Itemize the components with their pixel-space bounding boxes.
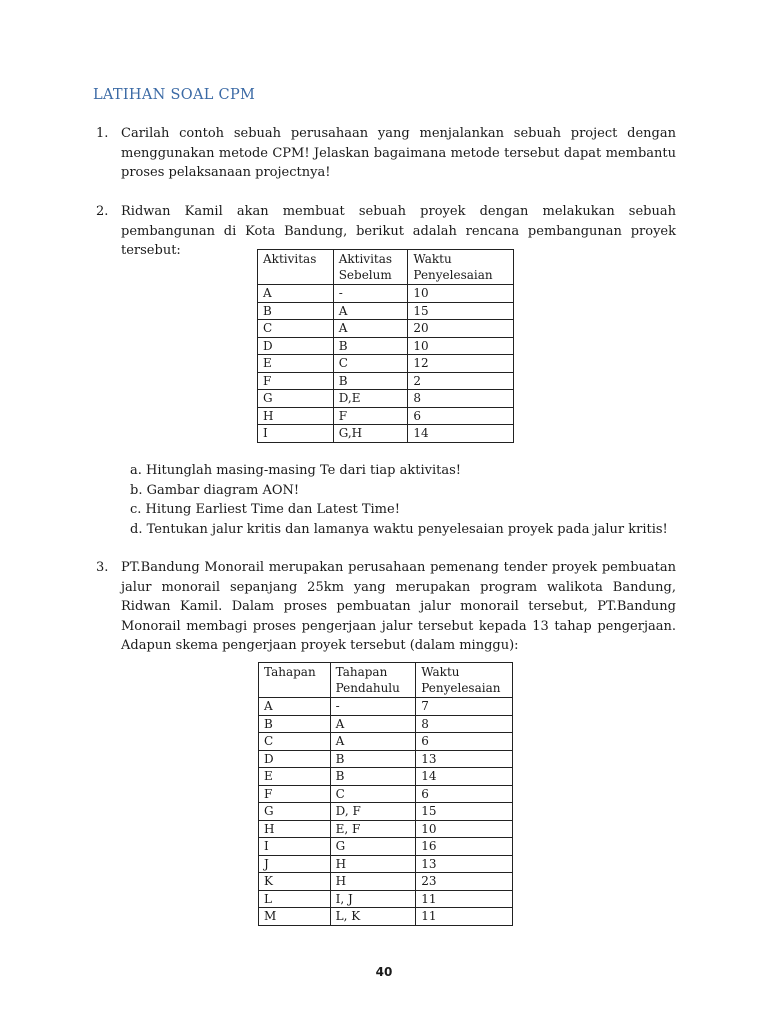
question-number: 2. <box>96 204 109 219</box>
activity-table <box>257 249 514 443</box>
table-cell: 11 <box>416 908 513 926</box>
table-cell: A <box>258 285 334 303</box>
table-header-row <box>258 250 514 285</box>
table-cell: I <box>258 425 334 443</box>
question-text: Carilah contoh sebuah perusahaan yang menjalankan sebuah project dengan menggunakan metode CPM! Jelaskan bagaimana metode tersebut dapat membantu proses pelaksanaan projectnya! <box>121 126 676 180</box>
table-cell: D,E <box>333 390 408 408</box>
table-row <box>259 873 513 891</box>
table-cell: F <box>258 372 334 390</box>
question-3 <box>96 558 676 656</box>
table-cell: 6 <box>416 785 513 803</box>
table-cell: L <box>259 890 331 908</box>
table-row <box>259 855 513 873</box>
table-cell: A <box>330 715 416 733</box>
table-cell: C <box>258 320 334 338</box>
table-cell: 2 <box>408 372 514 390</box>
table-row <box>259 698 513 716</box>
table-row <box>258 390 514 408</box>
sub-question-list <box>130 461 668 539</box>
table-row <box>258 372 514 390</box>
table-cell: C <box>259 733 331 751</box>
table-cell: A <box>333 320 408 338</box>
table-cell: - <box>330 698 416 716</box>
question-text: PT.Bandung Monorail merupakan perusahaan pemenang tender proyek pembuatan jalur monorail sepanjang 25km yang merupakan program walikota Bandung, Ridwan Kamil. Dalam proses pembuatan jalur monorail tersebut, PT.Bandung Monorail membagi proses pengerjaan jalur tersebut kepada 13 tahap pengerjaan. Adapun skema pengerjaan proyek tersebut (dalam minggu): <box>121 560 676 653</box>
table-cell: 14 <box>408 425 514 443</box>
table-cell: A <box>333 302 408 320</box>
table-row <box>258 302 514 320</box>
table-cell: 10 <box>416 820 513 838</box>
table-row <box>258 407 514 425</box>
column-header: Waktu Penyelesaian <box>416 663 513 698</box>
table-row <box>258 337 514 355</box>
table-cell: 7 <box>416 698 513 716</box>
table-cell: 8 <box>408 390 514 408</box>
table-cell: A <box>259 698 331 716</box>
table-cell: G <box>330 838 416 856</box>
table-cell: I, J <box>330 890 416 908</box>
table-cell: 12 <box>408 355 514 373</box>
table-cell: 14 <box>416 768 513 786</box>
column-header: Aktivitas <box>258 250 334 285</box>
table-cell: B <box>258 302 334 320</box>
table-header-row <box>259 663 513 698</box>
question-number: 3. <box>96 560 109 575</box>
table-cell: 10 <box>408 337 514 355</box>
table-cell: 6 <box>408 407 514 425</box>
column-header: Aktivitas Sebelum <box>333 250 408 285</box>
table-cell: A <box>330 733 416 751</box>
table-row <box>259 908 513 926</box>
table-cell: E, F <box>330 820 416 838</box>
column-header: Tahapan Pendahulu <box>330 663 416 698</box>
table-cell: H <box>330 855 416 873</box>
sub-question: d. Tentukan jalur kritis dan lamanya waktu penyelesaian proyek pada jalur kritis! <box>130 521 668 537</box>
table-cell: D <box>258 337 334 355</box>
table-cell: K <box>259 873 331 891</box>
table-row <box>259 768 513 786</box>
table-cell: M <box>259 908 331 926</box>
table-cell: B <box>330 768 416 786</box>
table-row <box>258 355 514 373</box>
table-cell: D <box>259 750 331 768</box>
table-cell: 6 <box>416 733 513 751</box>
stage-table <box>258 662 513 926</box>
table-row <box>259 715 513 733</box>
table-cell: D, F <box>330 803 416 821</box>
sub-question: c. Hitung Earliest Time dan Latest Time! <box>130 502 400 517</box>
table-cell: 10 <box>408 285 514 303</box>
table-row <box>259 838 513 856</box>
table-cell: H <box>258 407 334 425</box>
table-cell: B <box>333 372 408 390</box>
table-row <box>259 890 513 908</box>
sub-question: a. Hitunglah masing-masing Te dari tiap aktivitas! <box>130 463 461 478</box>
table-cell: 13 <box>416 855 513 873</box>
question-text: Ridwan Kamil akan membuat sebuah proyek dengan melakukan sebuah pembangunan di Kota Bandung, berikut adalah rencana pembangunan proyek tersebut: <box>121 204 676 258</box>
table-cell: J <box>259 855 331 873</box>
table-cell: F <box>333 407 408 425</box>
table-row <box>259 750 513 768</box>
table-cell: B <box>333 337 408 355</box>
question-1 <box>96 124 676 183</box>
table-cell: B <box>330 750 416 768</box>
table-cell: F <box>259 785 331 803</box>
table-cell: I <box>259 838 331 856</box>
question-number: 1. <box>96 126 109 141</box>
column-header: Waktu Penyelesaian <box>408 250 514 285</box>
table-cell: L, K <box>330 908 416 926</box>
table-cell: E <box>259 768 331 786</box>
table-row <box>258 425 514 443</box>
table-cell: E <box>258 355 334 373</box>
table-cell: 8 <box>416 715 513 733</box>
table-cell: 13 <box>416 750 513 768</box>
table-cell: G <box>259 803 331 821</box>
sub-question: b. Gambar diagram AON! <box>130 482 300 498</box>
page-number: 40 <box>375 965 393 979</box>
table-row <box>258 285 514 303</box>
table-cell: H <box>259 820 331 838</box>
table-row <box>259 733 513 751</box>
table-cell: H <box>330 873 416 891</box>
table-cell: C <box>333 355 408 373</box>
table-cell: 15 <box>416 803 513 821</box>
table-row <box>259 785 513 803</box>
table-cell: C <box>330 785 416 803</box>
page-title: LATIHAN SOAL CPM <box>93 87 256 103</box>
table-cell: 11 <box>416 890 513 908</box>
table-cell: G,H <box>333 425 408 443</box>
table-cell: 23 <box>416 873 513 891</box>
table-cell: G <box>258 390 334 408</box>
table-row <box>259 820 513 838</box>
table-cell: 20 <box>408 320 514 338</box>
table-cell: 16 <box>416 838 513 856</box>
table-row <box>259 803 513 821</box>
table-cell: - <box>333 285 408 303</box>
table-cell: B <box>259 715 331 733</box>
table-cell: 15 <box>408 302 514 320</box>
column-header: Tahapan <box>259 663 331 698</box>
table-row <box>258 320 514 338</box>
